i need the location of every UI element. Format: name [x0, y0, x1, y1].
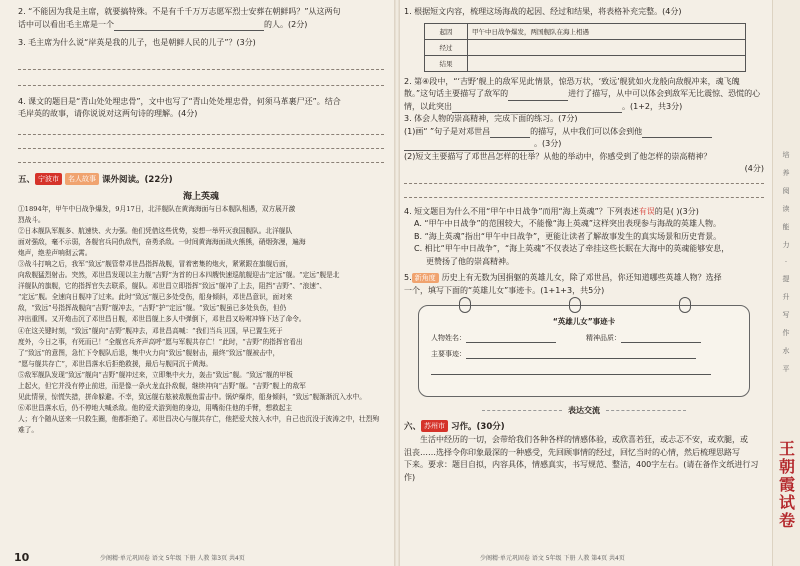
question-r1: 1. 根据短文内容，梳理这场海战的起因、经过和结果，将表格补充完整。(4分) — [404, 7, 682, 16]
question-r2-text-3: 情，以此突出 — [404, 101, 452, 111]
slogan-char: 力 — [782, 241, 790, 249]
table-row — [425, 55, 746, 71]
question-2: 2. “不能因为我是主席，就要搞特殊。不是有千千万万志愿军烈士安葬在朝鲜吗？”从这两句 — [18, 7, 341, 16]
question-r3b: (2)短文主要描写了邓世昌怎样的壮举？从他的举动中，你感受到了他怎样的崇高精神？ — [404, 151, 712, 161]
essay-prompt-1: 生活中经历的一切，会带给我们各种各样的情感体验，或欣喜若狂，或忐忑不安，或欢腿，或 — [420, 435, 748, 444]
side-slogan — [780, 150, 792, 374]
table-cell[interactable] — [468, 39, 746, 55]
question-r3a-text: (1)画“ ”句子是对邓世昌 — [404, 126, 491, 136]
section-number: 五、 — [18, 174, 36, 185]
story-title: 海上英魂 — [182, 191, 219, 202]
section-number: 六、 — [404, 422, 422, 432]
right-page — [400, 0, 772, 566]
question-r3: 3. 体会人物的崇高精神，完成下面的练习。(7分) — [404, 114, 578, 123]
answer-blank[interactable] — [621, 333, 701, 343]
answer-line[interactable] — [18, 147, 384, 149]
question-r2-text: 散。”这句话主要描写了敌军的 — [404, 89, 509, 98]
card-label: 人物姓名： — [431, 334, 466, 342]
question-r5-number: 5. — [404, 273, 412, 282]
question-r4-emphasis: 有误 — [638, 206, 655, 216]
region-tag: 宁波市 — [35, 173, 62, 185]
divider-line — [606, 410, 686, 412]
divider-line — [482, 410, 562, 412]
question-r3a-text-2: 的描写，从中我们可以体会到他 — [530, 126, 643, 136]
option-c[interactable]: C. 相比“甲午中日战争”，“海上英魂”不仅表达了牵挂这些长眠在大海中的英魂能够安息， — [414, 244, 730, 253]
slogan-char: 作 — [782, 329, 790, 337]
answer-blank[interactable] — [404, 141, 534, 151]
table-cell[interactable]: 甲午中日战争爆发，两国舰队在海上相遇 — [468, 23, 746, 39]
slogan-char: 水 — [782, 347, 790, 355]
question-r2-score: 。(1+2，共3分) — [622, 101, 683, 111]
binder-ring-icon — [459, 297, 471, 313]
question-r4-text: 4. 短文题目为什么不用“甲午中日战争”而用“海上英魂”？下列表述 — [404, 206, 639, 216]
question-2-prefix: 话中可以看出毛主席是一个 — [18, 19, 114, 29]
slogan-char: 升 — [782, 293, 790, 301]
page-number: 10 — [14, 551, 30, 564]
answer-line[interactable] — [18, 161, 384, 163]
card-row-deed — [431, 349, 749, 359]
slogan-char: 写 — [782, 311, 790, 319]
section-5-header — [18, 173, 384, 185]
table-row — [425, 39, 746, 55]
table-row — [425, 23, 746, 39]
question-r4-tail: 的是( )(3分) — [654, 206, 699, 216]
card-row-name — [431, 333, 749, 343]
slogan-char: · — [784, 258, 788, 266]
answer-blank[interactable] — [490, 128, 530, 138]
answer-line[interactable] — [404, 182, 764, 184]
table-row-head: 经过 — [425, 39, 468, 55]
option-a[interactable]: A. “甲午中日战争”的范围较大，不能像“海上英魂”这样突出表现参与海战的英雄人物。 — [414, 219, 721, 228]
slogan-char: 提 — [782, 275, 790, 283]
answer-blank[interactable] — [508, 91, 568, 101]
question-r5 — [404, 272, 764, 285]
card-label: 主要事迹： — [431, 350, 466, 358]
slogan-char: 读 — [782, 205, 790, 213]
question-r2: 2. 第④段中，“‘吉野’舰上的敌军见此情景，惊恐万状，‘致远’舰犹如火龙般向敌舰冲来，魂飞魄 — [404, 76, 740, 86]
story-paragraph-2: ②日本舰队军舰多、航速快、火力强。他们凭借这些优势，妄想一举歼灭我国舰队。北洋舰队 面对强敌，毫不示弱，各舰官兵同仇敌忾，奋勇杀敌。一时间黄海海面战火熊熊，硝烟弥漫，遍海 炮声，绝差声响彻云霄。 — [18, 226, 306, 257]
question-r3a-line2 — [404, 138, 764, 151]
left-page — [0, 0, 394, 566]
answer-line[interactable] — [18, 68, 384, 70]
slogan-char: 阅 — [782, 187, 790, 195]
table-row-head: 结果 — [425, 55, 468, 71]
question-r3a — [404, 126, 764, 139]
slogan-char: 能 — [782, 223, 790, 231]
answer-blank[interactable] — [431, 365, 711, 375]
question-r2-text-2: 进行了描写，从中可以体会到敌军无比震惊、恐慌的心 — [568, 89, 761, 98]
answer-blank[interactable] — [466, 349, 696, 359]
story-paragraph-5: ⑤敌军舰队发现“致远”舰向“吉野”舰冲过来，立即集中火力，轰击“致远”舰。“致远”舰的甲板 上起火，但它并没有停止前进，而是像一条火龙直扑敌舰，继续冲向“吉野”舰。“吉野”舰上的敌军 见此情景，惊慌失措，拼命躲避。不幸，致远舰右舷被敌舰鱼雷击中。锅炉爆炸，船身倾斜，“致远”舰渐渐沉入水中。 — [18, 370, 366, 402]
question-r5-text: 历史上有无数为国捐躯的英雄儿女，除了邓世昌，你还知道哪些英雄人物？选择 — [441, 273, 722, 282]
question-r3b-score: (4分) — [744, 164, 764, 173]
section-title: 表达交流 — [568, 406, 600, 415]
binder-ring-icon — [679, 297, 691, 313]
question-r2-line3 — [404, 101, 764, 114]
slogan-char: 养 — [782, 169, 790, 177]
section-title: 课外阅读。(22分) — [102, 174, 173, 185]
option-c-cont: 更赞扬了他的崇高精神。 — [426, 256, 514, 266]
slogan-char: 培 — [782, 151, 790, 159]
summary-table — [424, 23, 746, 72]
card-row-deed-2 — [431, 365, 749, 375]
option-b[interactable]: B. “海上英魂”指出“甲午中日战争”，更能让读者了解故事发生的真实场景和历史背景。 — [414, 231, 722, 241]
answer-blank[interactable] — [466, 333, 556, 343]
story-paragraph-3: ③战斗打响之后，我军“致远”舰管带邓世昌指挥战舰，冒着密集的炮火，紧紧跟在旗舰后面， 向敌舰猛烈射击。突然，邓世昌发现以主力舰“吉野”为首的日本四艘快速巡航舰迎击“定远”舰。“定远”舰是北 洋舰队的旗舰，它的指挥官失去联系，舰队。邓世昌立即指挥“致远”舰冲了上去，阻挡“吉野”、“浪速”、 “定远”舰。全速向日舰冲了过来。此时“致远”舰已多处受伤，船身倾斜，邓世昌意识，面对来 敌，“致远”号指挥战舰向“吉野”舰冲去，“吉野”护“定远”舰。“致远”舰虽已多处负伤，但仍 冲出重围。又开炮击沉了邓世昌日舰，邓世昌舰上多人中弹倒下，邓世昌又吩咐冲锋下达了命令。 — [18, 259, 340, 324]
question-4: 4. 课文的题目是“青山处处埋忠骨”，文中也写了“青山处处埋忠骨，何须马革裹尸还”。结合 — [18, 96, 341, 106]
answer-blank[interactable] — [642, 128, 712, 138]
answer-line[interactable] — [18, 133, 384, 135]
table-cell[interactable] — [468, 55, 746, 71]
question-2-answer-line — [18, 19, 384, 32]
answer-blank[interactable] — [452, 103, 622, 113]
region-tag: 苏州市 — [421, 420, 448, 432]
binder-ring-icon — [569, 297, 581, 313]
category-tag: 名人故事 — [65, 173, 99, 185]
question-2-suffix: 的人。(2分) — [264, 19, 308, 29]
question-3: 3. 毛主席为什么说“岸英是我的儿子，也是朝鲜人民的儿子”？(3分) — [18, 38, 256, 47]
question-r3a-score: 。(3分) — [534, 139, 562, 148]
expression-section-divider — [404, 405, 764, 416]
section-title: 习作。(30分) — [451, 422, 505, 432]
left-footer: 少阁精·单元巩固卷 语文 5年级 下册 人教 第3页 共4页 — [100, 555, 245, 562]
question-4-cont: 毛岸英的故事，请你说说对这两句诗的理解。(4分) — [18, 109, 198, 118]
story-paragraph-1: ①1894年，甲午中日战争爆发，9月17日，北洋舰队在黄海海面与日本舰队相遇，双方展开激 烈战斗。 — [18, 204, 296, 224]
question-r4 — [404, 206, 764, 219]
card-title: “英雄儿女”事迹卡 — [552, 317, 616, 326]
new-angle-tag: 新角度 — [412, 273, 439, 283]
card-label: 精神品质： — [586, 334, 621, 342]
slogan-char: 平 — [782, 365, 790, 373]
question-r2-line2 — [404, 88, 764, 101]
answer-line[interactable] — [18, 84, 384, 86]
section-6-header — [404, 420, 764, 432]
answer-line[interactable] — [404, 196, 764, 198]
question-r5-cont: 一个，填写下面的“英雄儿女”事迹卡。(1+1+3，共5分) — [404, 285, 605, 295]
story-paragraph-4: ④在这关键时刻，“致远”舰向“吉野”舰冲去，邓世昌高喊：“我们当兵卫国，早已置生死于 度外，今日之事，有死而已！”全舰官兵齐声高呼“愿与军舰共存亡！”此时，“吉野”的指挥官看出 了“致远”的意图，急忙下令舰队后退，集中火力向“致远”舰射击，最终“致远”舰被击中， “愿与舰共存亡”，邓世昌落水后拒绝救援，最后与舰同沉于黄海。 — [18, 326, 303, 368]
hero-card — [418, 305, 750, 397]
essay-prompt-2: 沮丧……选择令你印象最深的一种感受，先回顾事情的经过，回忆当时的心情，然后梳理思路写 — [404, 447, 740, 457]
table-row-head: 起因 — [425, 23, 468, 39]
story-paragraph-6: ⑥邓世昌落水后，仍不停地大喊杀敌。他的爱犬游到他的身边，用嘴衔住他的手臂，想救起主 人；有个随从送来一只救生圈，他都拒绝了。邓世昌决心与舰共存亡，他把爱犬按入水中，自己也沉没于波涛之中，壮烈殉难了。 — [18, 404, 380, 435]
right-footer: 少阁精·单元巩固卷 语文 5年级 下册 人教 第4页 共4页 — [480, 555, 625, 562]
answer-blank[interactable] — [114, 21, 264, 31]
essay-prompt-3: 下来。要求：题目自拟，内容具体，情感真实，书写规范、整洁，400字左右。(请在备作文纸进行习作) — [404, 460, 759, 482]
brand-logo: 王朝霞试卷 — [778, 439, 795, 530]
